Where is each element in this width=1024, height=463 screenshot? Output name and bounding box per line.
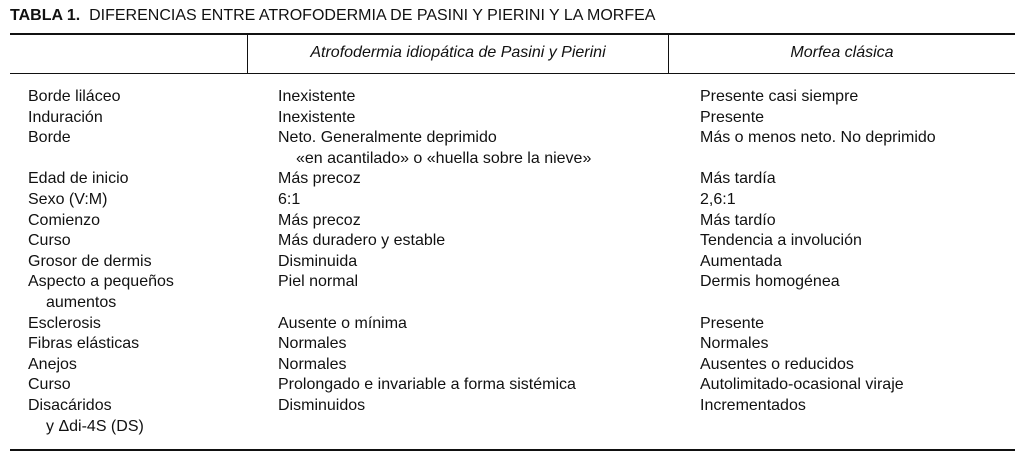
pasini-value-line-1: Neto. Generalmente deprimido: [278, 129, 497, 147]
morfea-value: Autolimitado-ocasional viraje: [700, 376, 904, 394]
morfea-value: Presente: [700, 314, 765, 332]
row-label: Induración: [28, 108, 103, 126]
pasini-value: Más precoz: [278, 211, 361, 229]
pasini-value: Inexistente: [278, 88, 356, 105]
pasini-value: Normales: [278, 355, 347, 373]
row-label: Comienzo: [28, 211, 101, 229]
row-label-line-1: Aspecto a pequeños: [28, 273, 174, 291]
pasini-value: Piel normal: [278, 273, 359, 291]
pasini-value: Disminuidos: [278, 396, 366, 414]
pasini-value: Inexistente: [278, 108, 356, 126]
morfea-value: Más o menos neto. No deprimido: [700, 129, 936, 147]
top-rule: [10, 33, 1015, 35]
table-row: [0, 334, 1024, 355]
row-label: Fibras elásticas: [28, 335, 140, 353]
row-label: [0, 272, 278, 313]
table-row: [0, 396, 1024, 437]
morfea-value: Aumentada: [700, 252, 782, 270]
table-row: [0, 375, 1024, 396]
morfea-value: 2,6:1: [700, 190, 736, 208]
table-caption: DIFERENCIAS ENTRE ATROFODERMIA DE PASINI Y PIERINI Y LA MORFEA: [89, 7, 656, 24]
row-label: Esclerosis: [28, 314, 101, 332]
row-label: Borde liláceo: [28, 88, 121, 105]
pasini-value-line-2: «en acantilado» o «huella sobre la nieve»: [296, 149, 592, 167]
row-label-line-2: y Δdi-4S (DS): [46, 417, 144, 435]
bottom-rule: [10, 449, 1015, 451]
pasini-value: Más duradero y estable: [278, 232, 446, 250]
pasini-value: Ausente o mínima: [278, 314, 407, 332]
table-row: [0, 190, 1024, 211]
row-label-line-2: aumentos: [46, 293, 117, 311]
pasini-value: Más precoz: [278, 170, 361, 188]
row-label: Edad de inicio: [28, 170, 129, 188]
pasini-value: Prolongado e invariable a forma sistémica: [278, 376, 576, 394]
row-label: Sexo (V:M): [28, 190, 108, 208]
pasini-value: [278, 128, 700, 169]
table-row: [0, 87, 1024, 108]
morfea-value: Normales: [700, 335, 769, 353]
pasini-value: Normales: [278, 335, 347, 353]
row-label: Curso: [28, 232, 71, 250]
table-number: TABLA 1.: [10, 7, 81, 24]
table-body: [0, 87, 1024, 437]
table-row: [0, 355, 1024, 376]
header-rule: [10, 73, 1015, 74]
row-label: Anejos: [28, 355, 77, 373]
row-label: Curso: [28, 376, 71, 394]
morfea-value: Tendencia a involución: [700, 232, 862, 250]
table-row: [0, 128, 1024, 169]
table-row: [0, 169, 1024, 190]
pasini-value: Disminuida: [278, 252, 358, 270]
table-title: [10, 6, 655, 26]
morfea-value: Presente casi siempre: [700, 88, 859, 105]
morfea-value: Más tardío: [700, 211, 776, 229]
morfea-value: Ausentes o reducidos: [700, 355, 854, 373]
morfea-value: Presente: [700, 108, 765, 126]
table-row: [0, 272, 1024, 313]
column-header-pasini-pierini: Atrofodermia idiopática de Pasini y Pierini: [310, 44, 606, 61]
table-row: [0, 252, 1024, 273]
morfea-value: Dermis homogénea: [700, 273, 840, 291]
row-label: Borde: [28, 129, 71, 147]
row-label-line-1: Disacáridos: [28, 396, 112, 414]
table-row: [0, 211, 1024, 232]
row-label: [0, 396, 278, 437]
morfea-value: Incrementados: [700, 396, 806, 414]
morfea-value: Más tardía: [700, 170, 776, 188]
table-row: [0, 314, 1024, 335]
pasini-value: 6:1: [278, 190, 301, 208]
column-header-morfea: Morfea clásica: [790, 44, 894, 61]
table-row: [0, 231, 1024, 252]
row-label: Grosor de dermis: [28, 252, 152, 270]
table-row: [0, 108, 1024, 129]
